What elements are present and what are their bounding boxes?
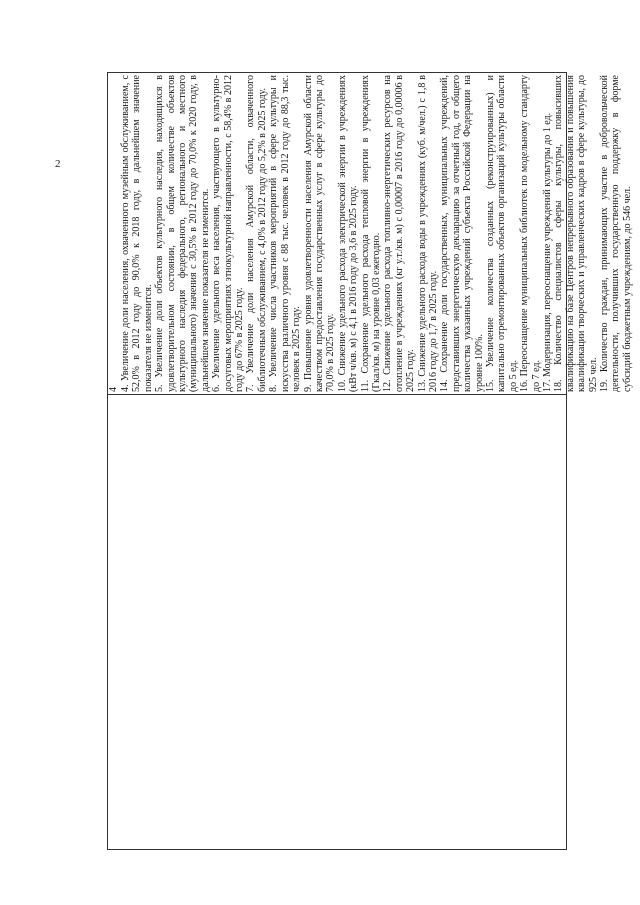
- indicators-table: [107, 72, 633, 850]
- table-content-column: [108, 73, 633, 394]
- indicator-item: 8. Увеличение числа участников мероприятий в сфере культуры и искусства различного уровня с 88 тыс. человек в 2012 году до 88,3 тыс. человек в 2025 году.: [268, 75, 303, 392]
- indicator-item: 9. Повышение уровня удовлетворенности населения Амурской области качеством предоставления государственных услуг в сфере культуры до 70,0% в 2025 году.: [302, 75, 337, 392]
- page-number: 2: [55, 158, 61, 170]
- indicator-item: 19. Количество граждан, принимающих участие в добровольческой деятельности, получивших государственную поддержку в форме субсидий бюджетным учреждениям, до 546 чел.: [599, 75, 633, 392]
- indicator-item: 14. Сохранение доли государственных, муниципальных учреждений, представивших энергетическую декларацию за отчетный год, от общего количества указанных учреждений субъекта Российской Федерации на уровне 100%.: [439, 75, 485, 392]
- indicator-item: 12. Снижение удельного расхода топливно-энергетических ресурсов на отопление в учреждениях (кг у.т./кв. м) с 0,00007 в 2016 году до 0,00006 в 2025 году.: [382, 75, 417, 392]
- indicator-item: 17. Модернизация, переоснащение учреждений культуры до 1 ед.: [542, 112, 554, 392]
- indicator-item: 4. Увеличение доли населения, охваченного музейным обслуживанием, с 52,0% в 2012 году до 90,0% к 2018 году, в дальнейшем значение показателя не изменится.: [120, 75, 154, 392]
- indicator-item: 15. Увеличение количества созданных (реконструированных) и капитально отремонтированных объектов организаций культуры области до 5 ед.: [485, 75, 519, 392]
- indicator-item: 5. Увеличение доли объектов культурного наследия, находящихся в удовлетворительном состоянии, в общем количестве объектов культурного наследия федерального, регионального и местного (муниципального) значения с 30,5% в 2012 году до 70,0% к 2020 году, в дальнейшем значение показателя не изменится.: [154, 75, 211, 392]
- row-number: 4: [108, 387, 119, 392]
- indicator-item: 10. Снижение удельного расхода электрической энергии в учреждениях (кВт ч/кв. м) с 4,1 в 2016 году до 3,6 в 2025 году.: [336, 75, 360, 392]
- indicator-item: 11. Сохранение удельного расхода тепловой энергии в учреждениях (Гкал/кв. м) на уровне 0,03 ежегодно.: [359, 75, 382, 392]
- indicator-item: 13. Снижение удельного расхода воды в учреждениях (куб. м/чел.) с 1,8 в 2016 году до 1,7 в 2025 году.: [416, 75, 439, 392]
- indicator-item: 7. Увеличение доли населения Амурской области, охваченного библиотечным обслуживанием, с 4,0% в 2012 году до 5,2% в 2025 году.: [245, 75, 268, 392]
- indicator-item: 18. Количество специалистов сферы культуры, повысивших квалификацию на базе Центров непрерывного образования и повышения квалификации творческих и управленческих кадров в сфере культуры, до 925 чел.: [553, 75, 599, 392]
- indicators-table-body: [107, 72, 633, 850]
- indicator-item: 16. Переоснащение муниципальных библиотек по модельному стандарту до 7 ед.: [519, 75, 542, 392]
- indicator-item: 6. Увеличение удельного веса населения, участвующего в культурно-досуговых мероприятиях этнокультурной направленности, с 58,4% в 2012 году до 67% в 2025 году.: [211, 75, 246, 392]
- table-empty-column: [108, 394, 566, 849]
